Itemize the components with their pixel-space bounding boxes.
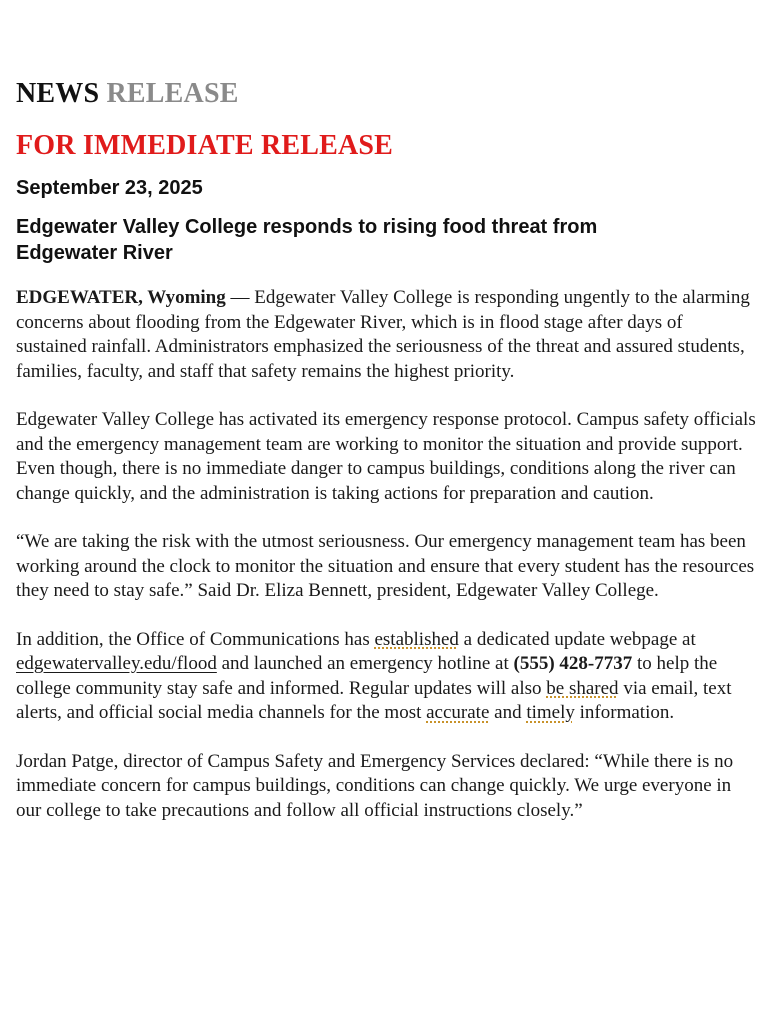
hotline-number: (555) 428-7737 xyxy=(513,653,633,674)
paragraph-1 xyxy=(16,286,756,384)
p4-text-5: via email, text alerts, and official social media channels for the most xyxy=(16,677,732,723)
p4-text-3: and launched an emergency hotline at xyxy=(216,653,514,674)
paragraph-2: Edgewater Valley College has activated its emergency response protocol. Campus safety officials and the emergency management team are working to monitor the situation and provide support. Even though, there is no immediate danger to campus buildings, conditions along the river can change quickly, and the administration is taking actions for preparation and caution. xyxy=(16,409,756,504)
news-word: NEWS xyxy=(16,78,100,109)
spellcheck-word-established: established xyxy=(374,628,459,650)
spellcheck-word-be-shared: be shared xyxy=(546,677,619,699)
paragraph-1-text: — Edgewater Valley College is responding ungently to the alarming concerns about flooding from the Edgewater River, which is in flood stage after days of sustained rainfall. Administrators emphasized the seriousness of the threat and assured students, families, faculty, and staff that safety remains the highest priority. xyxy=(16,287,750,382)
p4-text-2: a dedicated update webpage at xyxy=(458,628,696,650)
immediate-release-label: FOR IMMEDIATE RELEASE xyxy=(16,130,394,161)
p4-text-6: and xyxy=(489,702,527,723)
paragraph-5-quote: Jordan Patge, director of Campus Safety and Emergency Services declared: “While there is no immediate concern for campus buildings, conditions can change quickly. We urge everyone in our college to take precautions and follow all official instructions closely.” xyxy=(16,750,734,821)
flood-webpage-link[interactable]: edgewatervalley.edu/flood xyxy=(16,653,217,674)
p4-text-1: In addition, the Office of Communications has xyxy=(16,628,375,650)
spellcheck-word-accurate: accurate xyxy=(426,702,490,723)
release-date: September 23, 2025 xyxy=(16,177,203,199)
p4-text-7: information. xyxy=(574,702,675,723)
dateline: EDGEWATER, Wyoming xyxy=(16,287,226,308)
release-word: RELEASE xyxy=(106,78,239,109)
p4-text-4: to help the college community stay safe and informed. Regular updates will also xyxy=(16,653,718,699)
paragraph-3-quote: “We are taking the risk with the utmost seriousness. Our emergency management team has been working around the clock to monitor the situation and ensure that every student has the resources they need to stay safe.” Said Dr. Eliza Bennett, president, Edgewater Valley College. xyxy=(16,531,755,601)
headline: Edgewater Valley College responds to rising food threat from Edgewater River xyxy=(16,216,598,264)
paragraph-4 xyxy=(16,628,756,726)
spellcheck-word-timely: timely xyxy=(526,702,575,723)
news-release-document xyxy=(16,78,756,823)
news-release-heading xyxy=(16,78,756,110)
